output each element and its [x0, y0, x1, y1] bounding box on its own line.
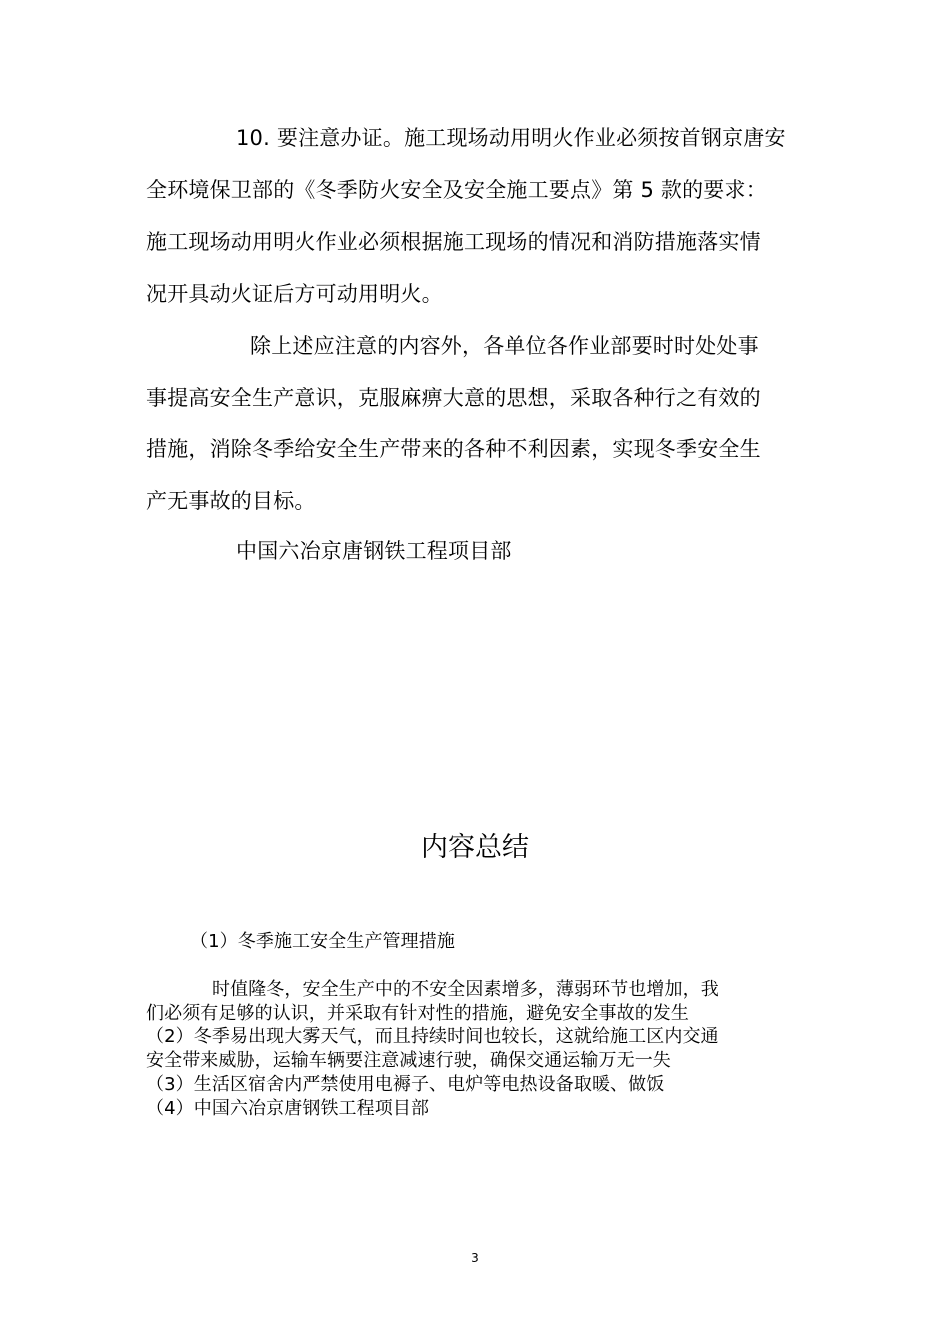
summary-line-5: 安全带来威胁，运输车辆要注意减速行驶，确保交通运输万无一失 [146, 1050, 671, 1071]
summary-heading-1: （1）冬季施工安全生产管理措施 [190, 931, 455, 952]
paragraph-10-line-2: 全环境保卫部的《冬季防火安全及安全施工要点》第 5 款的要求： [146, 178, 767, 202]
closing-paragraph-line-3: 措施，消除冬季给安全生产带来的各种不利因素，实现冬季安全生 [146, 437, 761, 461]
signature: 中国六冶京唐钢铁工程项目部 [236, 539, 512, 563]
paragraph-10-line-4: 况开具动火证后方可动用明火。 [146, 282, 443, 306]
closing-paragraph-line-4: 产无事故的目标。 [146, 489, 316, 513]
summary-line-2: 时值隆冬，安全生产中的不安全因素增多，薄弱环节也增加，我 [212, 979, 719, 1000]
paragraph-10-line-1: 10. 要注意办证。施工现场动用明火作业必须按首钢京唐安 [236, 126, 786, 150]
summary-line-6: （3）生活区宿舍内严禁使用电褥子、电炉等电热设备取暖、做饭 [146, 1074, 665, 1095]
summary-title: 内容总结 [421, 832, 529, 863]
summary-line-4: （2）冬季易出现大雾天气，而且持续时间也较长，这就给施工区内交通 [146, 1026, 719, 1047]
page-number: 3 [471, 1251, 479, 1265]
closing-paragraph-line-1: 除上述应注意的内容外，各单位各作业部要时时处处事 [250, 334, 759, 358]
paragraph-10-line-3: 施工现场动用明火作业必须根据施工现场的情况和消防措施落实情 [146, 230, 761, 254]
summary-line-7: （4）中国六冶京唐钢铁工程项目部 [146, 1098, 430, 1119]
closing-paragraph-line-2: 事提高安全生产意识，克服麻痹大意的思想，采取各种行之有效的 [146, 386, 761, 410]
summary-line-3: 们必须有足够的认识，并采取有针对性的措施，避免安全事故的发生 [146, 1003, 689, 1024]
